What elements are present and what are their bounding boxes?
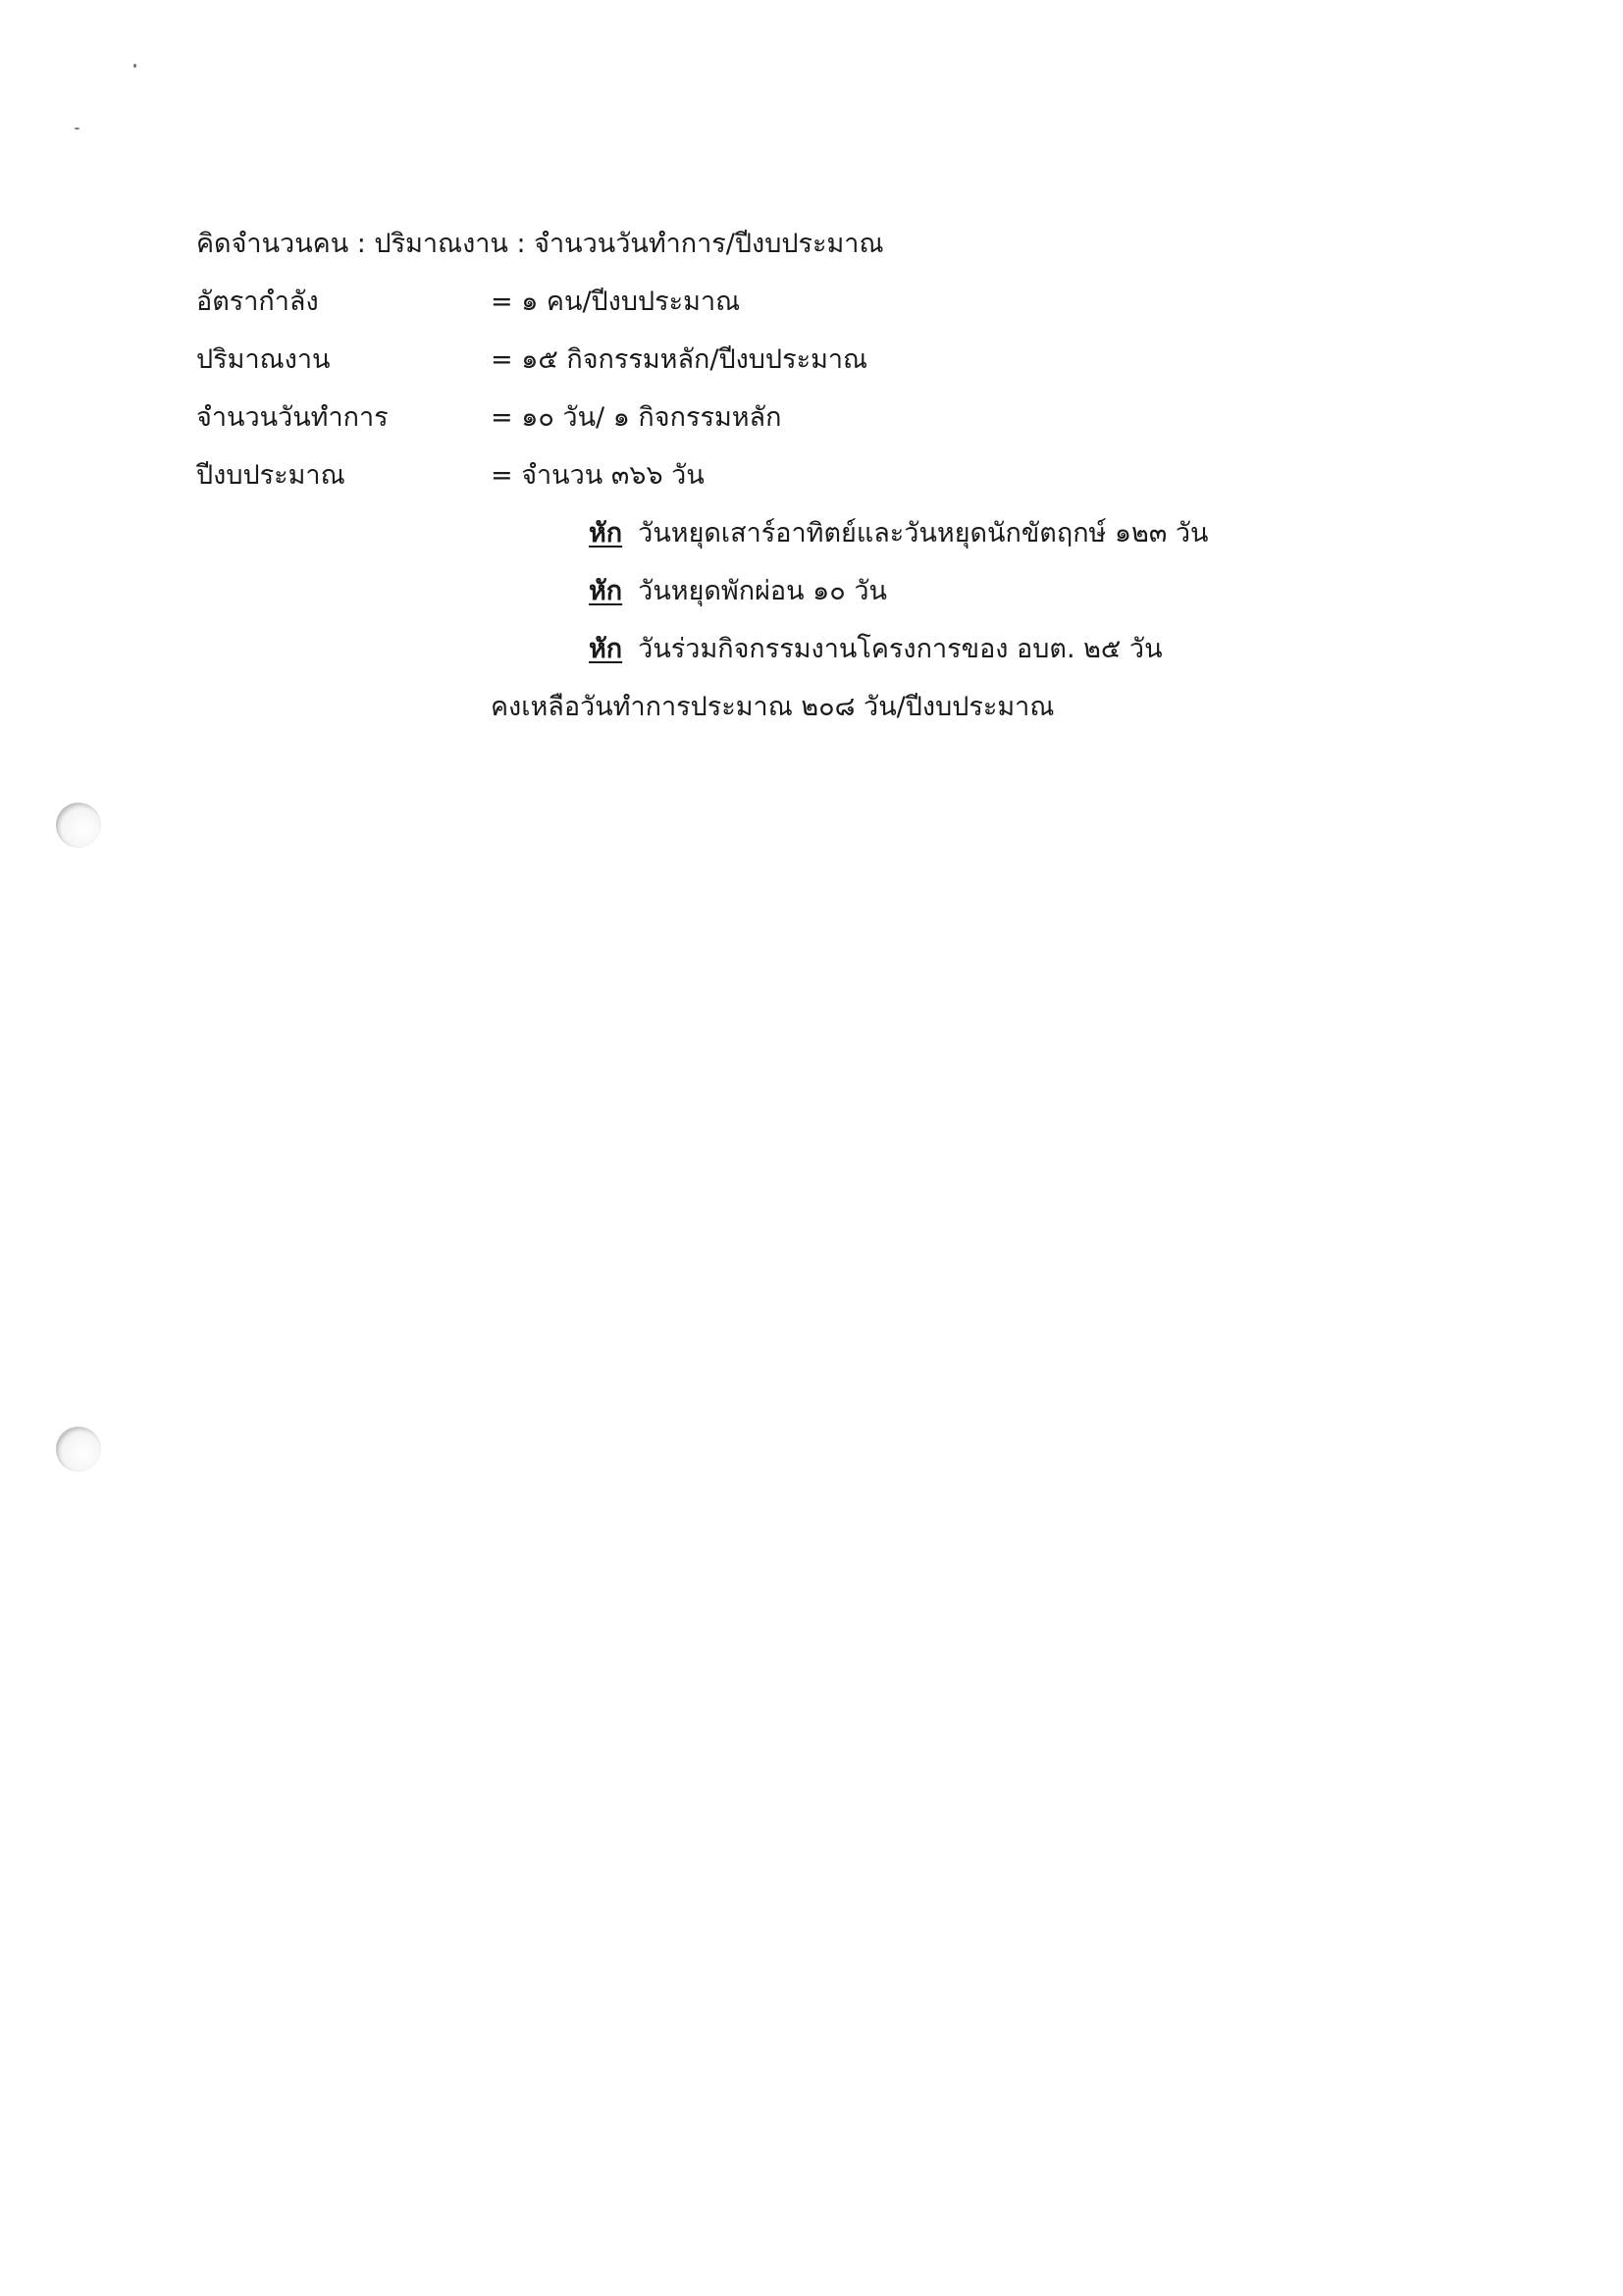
row-label-workforce: อัตรากำลัง bbox=[196, 287, 319, 317]
row-value-workforce: = ๑ คน/ปีงบประมาณ bbox=[491, 287, 741, 317]
scan-speck bbox=[133, 64, 136, 68]
punch-hole bbox=[56, 1427, 101, 1472]
calculation-heading: คิดจำนวนคน : ปริมาณงาน : จำนวนวันทำการ/ปีงบประมาณ bbox=[196, 229, 884, 259]
row-value-working-days: = ๑๐ วัน/ ๑ กิจกรรมหลัก bbox=[491, 402, 782, 433]
deduction-text: วันร่วมกิจกรรมงานโครงการของ อบต. ๒๕ วัน bbox=[638, 634, 1163, 664]
deduction-text: วันหยุดเสาร์อาทิตย์และวันหยุดนักขัตฤกษ์ ๑๒๓ วัน bbox=[638, 518, 1209, 548]
deduction-line-activities bbox=[589, 633, 1163, 666]
punch-hole bbox=[56, 803, 101, 848]
deduction-keyword: หัก bbox=[589, 576, 623, 606]
row-value-workload: = ๑๕ กิจกรรมหลัก/ปีงบประมาณ bbox=[491, 344, 868, 375]
scan-speck bbox=[75, 128, 79, 130]
row-label-working-days: จำนวนวันทำการ bbox=[196, 402, 389, 433]
row-label-fiscal-year: ปีงบประมาณ bbox=[196, 460, 345, 491]
deduction-text: วันหยุดพักผ่อน ๑๐ วัน bbox=[638, 576, 887, 606]
deduction-keyword: หัก bbox=[589, 518, 623, 548]
deduction-keyword: หัก bbox=[589, 634, 623, 664]
deduction-line-leave bbox=[589, 575, 887, 608]
remaining-working-days: คงเหลือวันทำการประมาณ ๒๐๘ วัน/ปีงบประมาณ bbox=[491, 692, 1055, 722]
row-label-workload: ปริมาณงาน bbox=[196, 344, 331, 375]
row-value-fiscal-year: = จำนวน ๓๖๖ วัน bbox=[491, 460, 705, 491]
deduction-line-holidays bbox=[589, 517, 1209, 550]
